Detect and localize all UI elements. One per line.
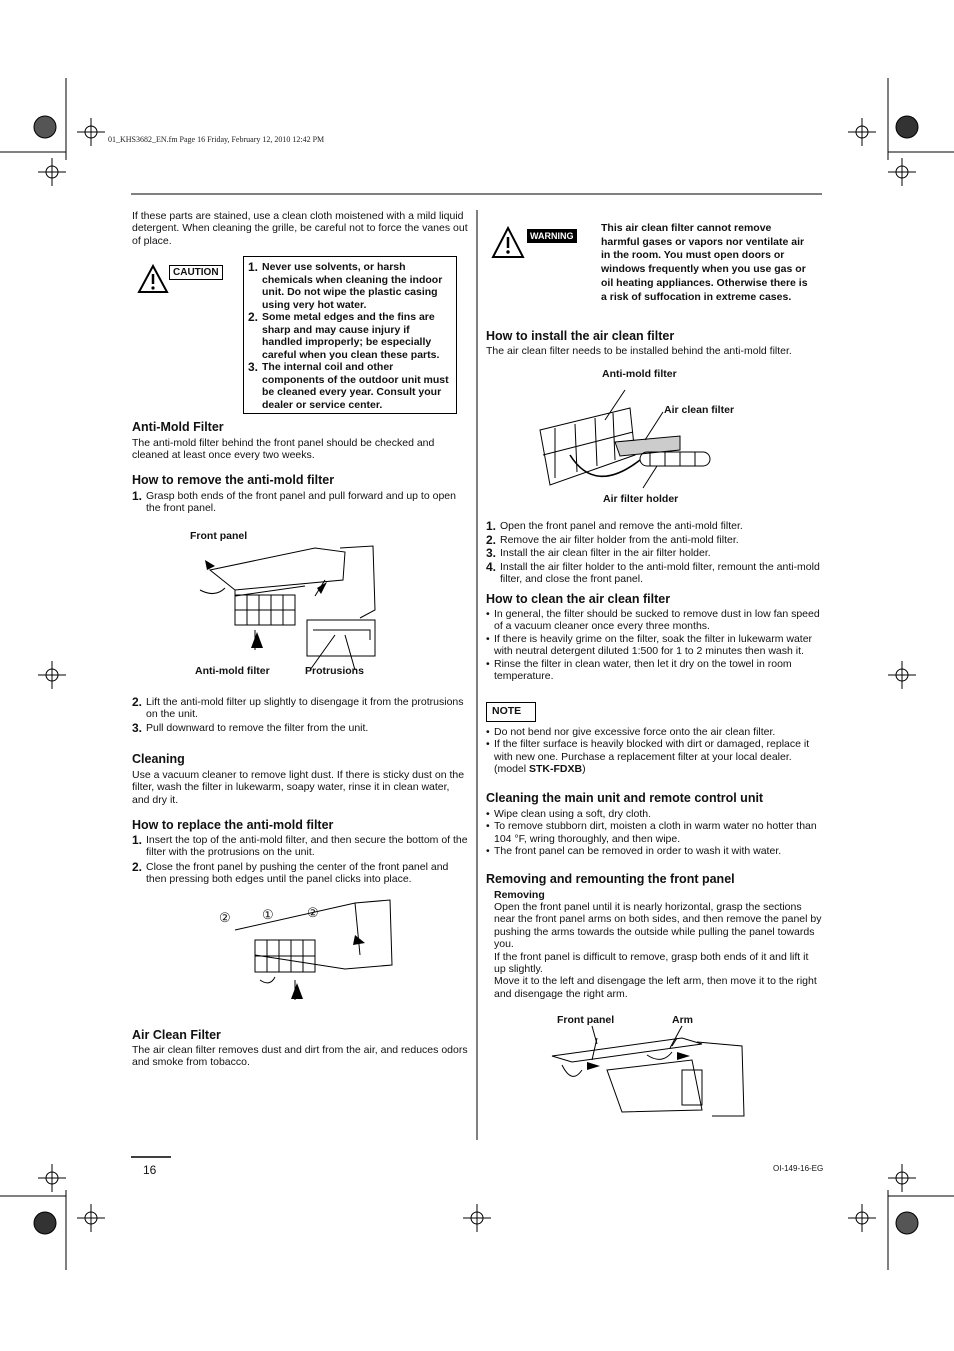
front-panel-removing-sub: Removing	[494, 889, 545, 901]
clean-air-filter-list	[486, 608, 822, 682]
clean-air-filter-title: How to clean the air clean filter	[486, 592, 671, 606]
fig1-anti-mold-filter-label: Anti-mold filter	[195, 665, 270, 677]
main-unit-list	[486, 808, 822, 858]
warning-icon	[491, 226, 525, 260]
air-filter-install-illustration	[535, 400, 720, 492]
fig3-air-filter-holder-label: Air filter holder	[603, 493, 679, 505]
list-item: • Wipe clean using a soft, dry cloth.	[486, 808, 651, 820]
fig4-front-panel-label: Front panel	[557, 1014, 615, 1026]
remove-title: How to remove the anti-mold filter	[132, 473, 335, 487]
replace-title: How to replace the anti-mold filter	[132, 818, 334, 832]
fig1-protrusions-label: Protrusions	[305, 665, 364, 677]
replace-step-1: 1. Insert the top of the anti-mold filter, and then secure the bottom of the filter with the protrusions on the unit.	[132, 833, 468, 859]
list-item: • To remove stubborn dirt, moisten a cloth in warm water no hotter than 104 °F, wring thoroughly, and then wipe.	[486, 820, 817, 845]
cleaning-text: Use a vacuum cleaner to remove light dust. If there is sticky dust on the filter, wash the filter in lukewarm, soapy water, rinse it in clean water, and dry it.	[132, 769, 465, 806]
warning-label: WARNING	[527, 229, 577, 243]
list-item: • Rinse the filter in clean water, then let it dry on the towel in room temperature.	[486, 657, 792, 683]
caution-item-3: 3. The internal coil and other components of the outdoor unit must be cleaned every year. Consult your dealer or service center.	[248, 360, 449, 411]
air-clean-text: The air clean filter removes dust and dirt from the air, and reduces odors and smoke from tobacco.	[132, 1044, 468, 1069]
front-panel-text	[494, 901, 822, 1000]
fig3-anti-mold-filter-label: Anti-mold filter	[602, 368, 677, 380]
caution-label: CAUTION	[169, 265, 223, 280]
fig2-marker-3: ②	[307, 905, 319, 920]
install-step-2: 2. Remove the air filter holder from the anti-mold filter.	[486, 533, 739, 547]
caution-item-1: 1. Never use solvents, or harsh chemicals when cleaning the indoor unit. Do not wipe the plastic casing using very hot water.	[248, 260, 443, 311]
install-step-4: 4. Install the air filter holder to the anti-mold filter, remount the anti-mold filter, and close the front panel.	[486, 560, 820, 586]
fig2-marker-2: ①	[262, 907, 274, 922]
front-panel-removal-illustration	[552, 1030, 747, 1120]
cleaning-title: Cleaning	[132, 752, 185, 766]
list-item: • The front panel can be removed in order to wash it with water.	[486, 845, 782, 858]
remove-step-3: 3. Pull downward to remove the filter from the unit.	[132, 721, 369, 735]
fig3-air-clean-filter-label: Air clean filter	[664, 404, 735, 416]
install-text: The air clean filter needs to be installed behind the anti-mold filter.	[486, 345, 792, 357]
list-item: • If there is heavily grime on the filter, soak the filter in lukewarm water with neutral detergent diluted 1:500 for 1 to 2 minutes then wash it.	[486, 632, 813, 658]
caution-icon	[137, 264, 169, 294]
front-panel-para-3: Move it to the left and disengage the left arm, then move it to the right and disengage the right arm.	[494, 975, 817, 1000]
anti-mold-text: The anti-mold filter behind the front panel should be checked and cleaned at least once every two weeks.	[132, 437, 435, 462]
caution-item-2: 2. Some metal edges and the fins are sharp and may cause injury if handled improperly; be especially careful when you clean these parts.	[248, 310, 440, 361]
front-panel-para-1: Open the front panel until it is nearly horizontal, grasp the sections near the front panel arms on both sides, and then remove the panel by pushing the arms towards the outside while pulling the panel towards you.	[494, 901, 822, 951]
replace-filter-illustration	[215, 895, 395, 1005]
main-unit-title: Cleaning the main unit and remote control unit	[486, 791, 764, 805]
list-item: • If the filter surface is heavily blocked with dirt or damaged, replace it with new one. Purchase a replacement filter at your local dealer. (model STK-FDXB)	[486, 738, 810, 776]
document-code: OI-149-16-EG	[773, 1164, 824, 1173]
note-label: NOTE	[486, 702, 536, 722]
model-number: STK-FDXB	[529, 763, 583, 776]
front-panel-title: Removing and remounting the front panel	[486, 872, 735, 886]
fig1-front-panel-label: Front panel	[190, 530, 248, 542]
install-step-1: 1. Open the front panel and remove the anti-mold filter.	[486, 519, 743, 533]
anti-mold-title: Anti-Mold Filter	[132, 420, 224, 434]
intro-text: If these parts are stained, use a clean cloth moistened with a mild liquid detergent. When cleaning the grille, be careful not to force the vanes out of place.	[132, 210, 468, 247]
air-clean-title: Air Clean Filter	[132, 1028, 221, 1042]
list-item: • Do not bend nor give excessive force onto the air clean filter.	[486, 726, 776, 738]
note-list	[486, 726, 822, 776]
install-step-3: 3. Install the air clean filter in the air filter holder.	[486, 546, 711, 560]
install-title: How to install the air clean filter	[486, 329, 675, 343]
fig2-marker-1: ②	[219, 910, 231, 925]
remove-step-1: 1. Grasp both ends of the front panel and pull forward and up to open the front panel.	[132, 489, 456, 515]
remove-step-2: 2. Lift the anti-mold filter up slightly to disengage it from the protrusions on the unit.	[132, 695, 464, 721]
list-item: • In general, the filter should be sucked to remove dust in low fan speed of a vacuum cleaner once every three months.	[486, 608, 820, 633]
file-info-header: 01_KHS3682_EN.fm Page 16 Friday, February 12, 2010 12:42 PM	[108, 135, 325, 144]
fig4-arm-label: Arm	[672, 1014, 694, 1026]
warning-text: This air clean filter cannot remove harmful gases or vapors nor ventilate air in the room. You must open doors or windows frequently when you use gas or oil heating appliances. Otherwise there is a risk of suffocation in extreme cases.	[601, 222, 808, 303]
replace-step-2: 2. Close the front panel by pushing the center of the front panel and then pressing both edges until the panel clicks into place.	[132, 860, 449, 886]
caution-box	[243, 256, 457, 414]
page-number: 16	[143, 1163, 157, 1177]
front-panel-para-2: If the front panel is difficult to remove, grasp both ends of it and lift it up slightly.	[494, 950, 809, 976]
remove-filter-illustration	[195, 540, 380, 665]
